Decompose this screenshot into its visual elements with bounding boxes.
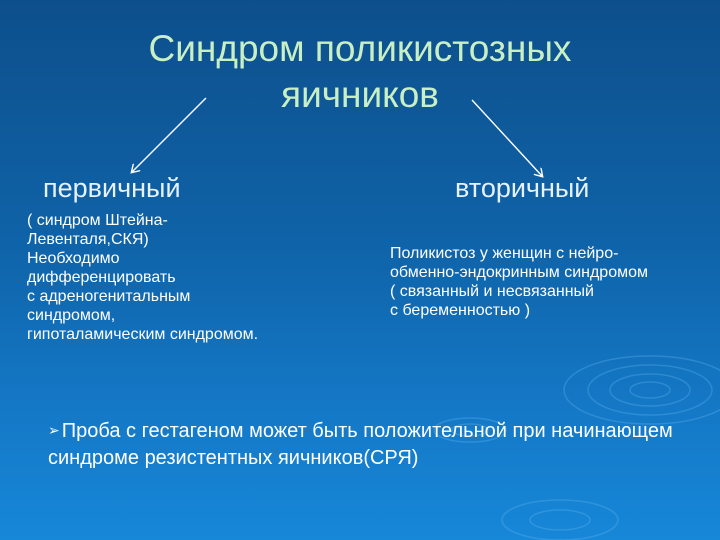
arrow-to-secondary <box>472 100 542 176</box>
title-line-1: Синдром поликистозных <box>148 28 572 69</box>
note-bullet <box>48 418 688 471</box>
primary-description: ( синдром Штейна- Левенталя,СКЯ) Необходимо дифференцировать с адреногенитальным синдромом, гипоталамическим синдромом. <box>27 212 259 343</box>
arrow-bullet-icon: ➢ <box>48 422 60 438</box>
arrow-to-primary <box>132 98 206 172</box>
secondary-description: Поликистоз у женщин с нейро- обменно-эндокринным синдромом ( связанный и несвязанный с беременностью ) <box>390 245 648 319</box>
title-line-2: яичников <box>281 74 439 115</box>
primary-heading: первичный <box>43 173 181 203</box>
note-text: Проба с гестагеном может быть положительной при начинающем синдроме резистентных яичников(СРЯ) <box>48 420 673 469</box>
secondary-heading: вторичный <box>455 173 590 203</box>
